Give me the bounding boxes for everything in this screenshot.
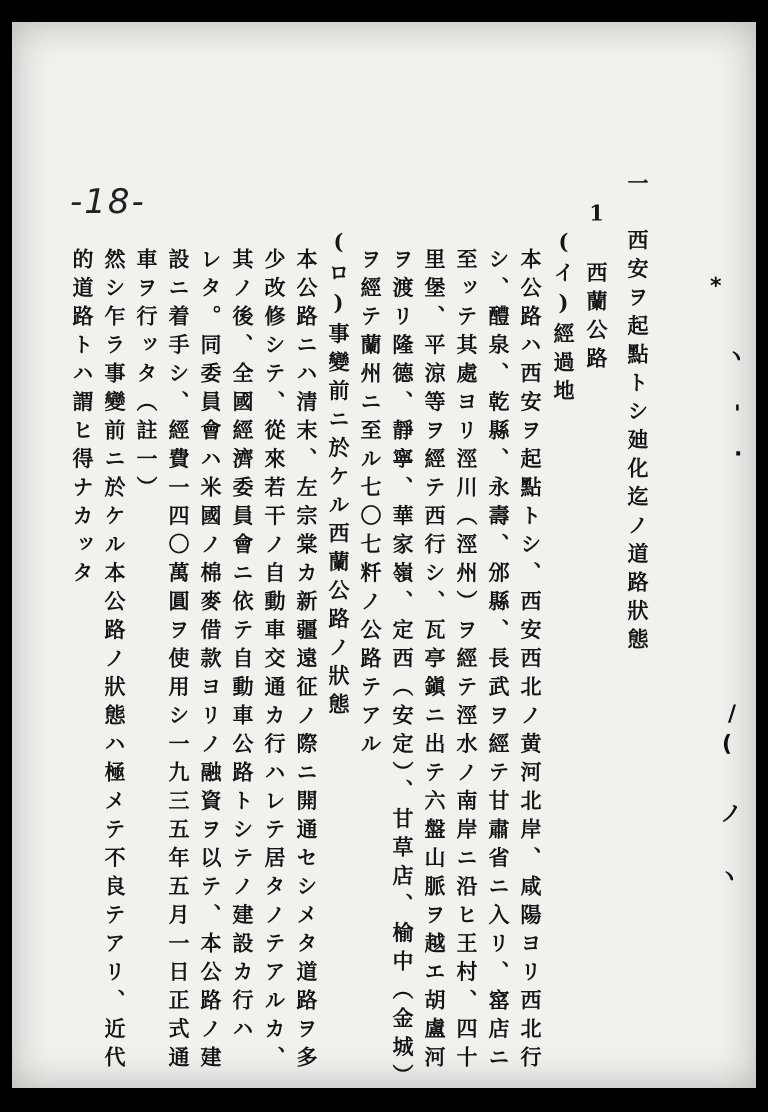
document-page [12, 22, 756, 1093]
margin-mark: ' [734, 402, 741, 427]
margin-mark: ノ [720, 802, 743, 827]
text-column: ヲ渡リ隆德、靜寧、華家嶺、定西（安定）、甘草店、榆中（金城） [390, 248, 415, 1093]
text-column: 本公路ハ西安ヲ起點トシ、西安西北ノ黄河北岸、咸陽ヨリ西北行 [518, 248, 543, 1075]
text-column: (ロ)事變前ニ於ケル西蘭公路ノ狀態 [326, 172, 351, 722]
text-column: 本公路ニハ清末、左宗棠カ新疆遠征ノ際ニ開通セシメタ道路ヲ多 [294, 248, 319, 1075]
text-column: シ、醴泉、乾縣、永壽、邠縣、長武ヲ經テ甘肅省ニ入リ、窰店ニ [486, 248, 511, 1075]
margin-mark: ヽ [718, 865, 741, 890]
text-column: ヲ經テ蘭州ニ至ル七〇七粁ノ公路テアル [358, 248, 383, 761]
page-number: -18- [70, 182, 146, 222]
margin-mark: * [710, 274, 722, 299]
text-column: 車ヲ行ッタ（註一） [134, 248, 159, 505]
text-column: 設ニ着手シ、經費一四〇萬圓ヲ使用シ一九三五年五月一日正式通 [166, 248, 191, 1075]
text-column: 里堡、平涼等ヲ經テ西行シ、瓦亭鎭ニ出テ六盤山脈ヲ越エ胡盧河 [422, 248, 447, 1075]
text-column: 的道路トハ謂ヒ得ナカッタ [70, 248, 95, 590]
margin-mark: ヽ [725, 345, 748, 370]
margin-mark: ( [722, 732, 733, 757]
text-column: 然シ乍ラ事變前ニ於ケル本公路ノ狀態ハ極メテ不良テアリ、近代 [102, 248, 127, 1075]
text-column: (イ)經過地 [551, 172, 576, 408]
margin-mark: / [728, 702, 737, 727]
margin-mark: · [734, 442, 743, 467]
text-column: レタ。同委員會ハ米國ノ棉麥借款ヨリノ融資ヲ以テ、本公路ノ建 [198, 248, 223, 1075]
text-column: 一 西安ヲ起點トシ廸化迄ノ道路狀態 [625, 172, 650, 657]
text-column: 1 西蘭公路 [584, 172, 609, 376]
text-column: 少改修シテ、從來若干ノ自動車交通カ行ハレテ居タノテアルカ、 [262, 248, 287, 1075]
text-column: 至ッテ其處ヨリ涇川（涇州）ヲ經テ涇水ノ南岸ニ沿ヒ王村、四十 [454, 248, 479, 1075]
text-column: 其ノ後、全國經濟委員會ニ依テ自動車公路トシテノ建設カ行ハ [230, 248, 255, 1046]
